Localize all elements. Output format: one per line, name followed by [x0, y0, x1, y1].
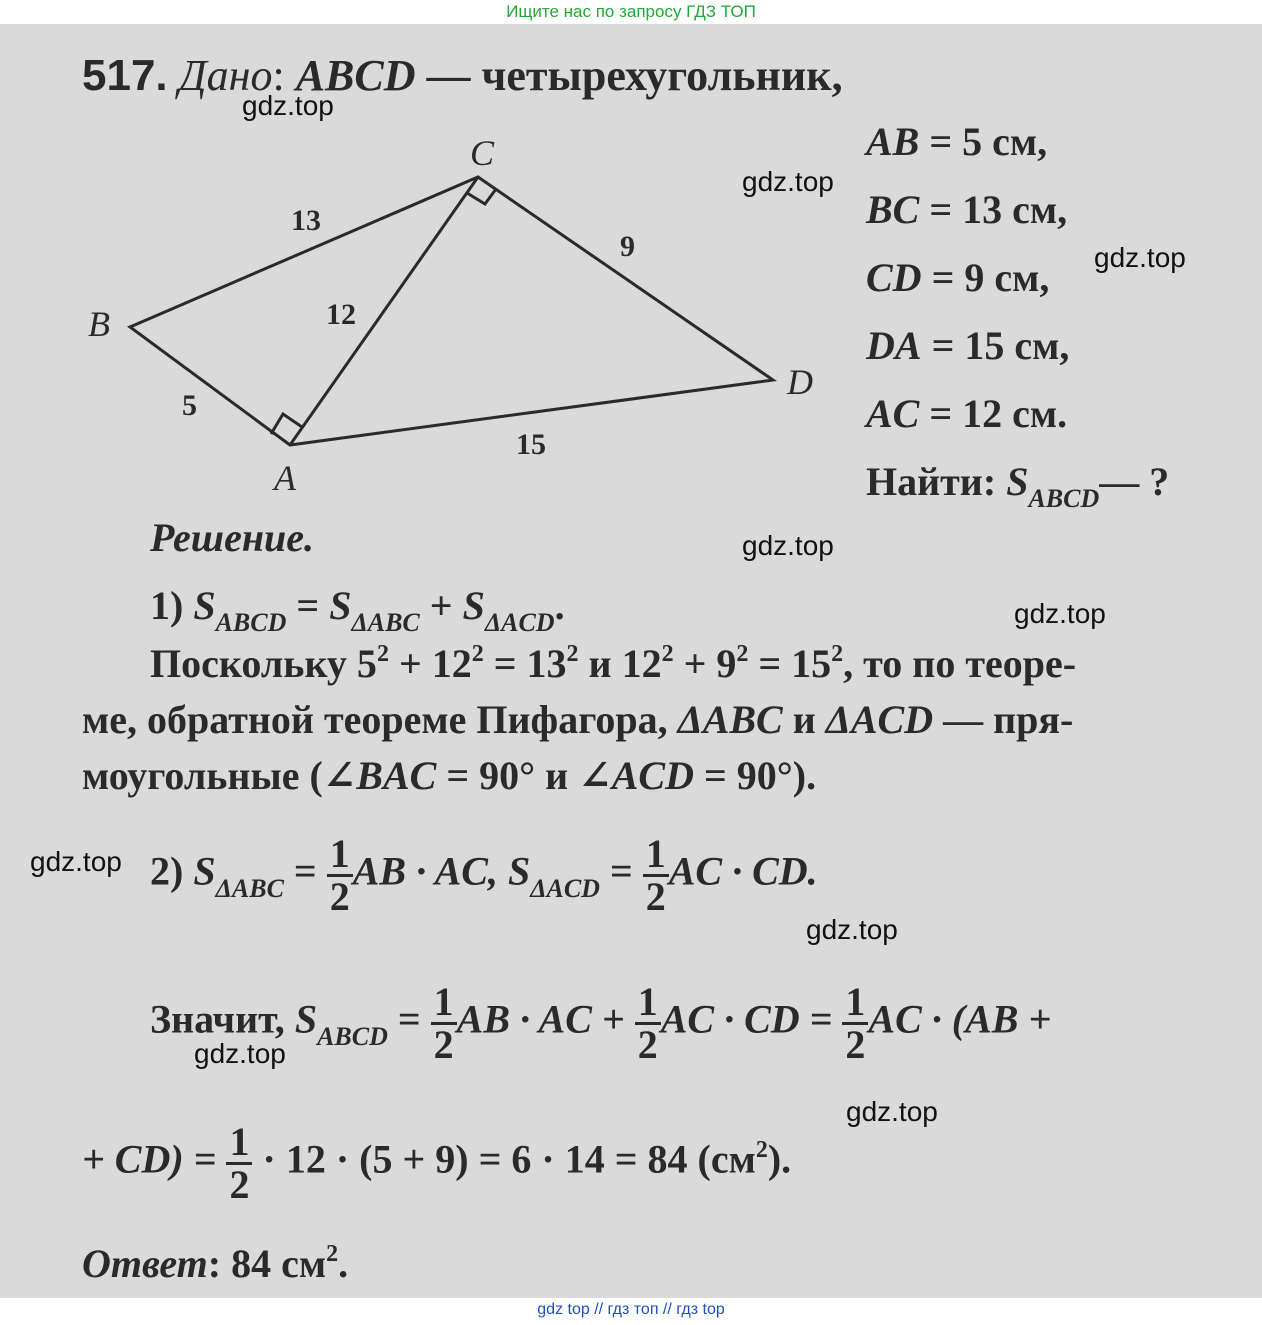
- fraction-half: $\frac{1}{2}$: [431, 982, 457, 1065]
- condition-da: DA = 15 см,: [866, 323, 1070, 368]
- edge-cd-label: 9: [620, 230, 635, 263]
- quadrilateral-diagram: [0, 24, 860, 524]
- watermark: gdz.top: [242, 90, 334, 121]
- vertex-c-label: C: [470, 133, 495, 173]
- answer-line: Ответ: 84 $см^2$.: [82, 1241, 349, 1286]
- given-label: Дано: [178, 51, 273, 100]
- znachit-line: Значит, $S_{ABCD}$ = $\frac{1}{2}$ AB · AC + $\frac{1}{2}$ AC · CD = $\frac{1}{2}$ AC · (AB +: [150, 979, 1052, 1067]
- para-line1: Поскольку $5^2 + 12^2 = 13^2$ и $12^2 + 9^2 = 15^2$, то по теоре-: [150, 641, 1077, 686]
- fraction-half: $\frac{1}{2}$: [226, 1122, 252, 1205]
- right-angle-c-marker: [467, 189, 496, 204]
- watermark: gdz.top: [1094, 242, 1186, 273]
- watermark: gdz.top: [194, 1038, 286, 1069]
- final-line: + CD) = $\frac{1}{2}$ · 12 · (5 + 9) = 6 · 14 = 84 $(см^2)$.: [82, 1119, 792, 1207]
- given-colon: :: [272, 51, 285, 100]
- watermark: gdz.top: [742, 166, 834, 197]
- edge-ad-label: 15: [516, 428, 546, 461]
- vertex-b-label: B: [88, 304, 110, 344]
- condition-cd: CD = 9 см,: [866, 255, 1050, 300]
- solution-heading: Решение.: [150, 515, 315, 560]
- footer-links: gdz top // гдз топ // гдз top: [537, 1301, 725, 1318]
- right-angle-a-marker: [271, 414, 302, 434]
- figure-desc: — четырехугольник,: [426, 51, 843, 100]
- fraction-half: $\frac{1}{2}$: [327, 834, 353, 917]
- fraction-half: $\frac{1}{2}$: [643, 834, 669, 917]
- watermark: gdz.top: [806, 914, 898, 945]
- step1-line: 1) $S_{ABCD} = S_{\Delta ABC} + S_{\Delta ACD}$.: [150, 583, 565, 637]
- watermark: gdz.top: [30, 846, 122, 877]
- watermark: gdz.top: [846, 1096, 938, 1127]
- watermark: gdz.top: [1014, 598, 1106, 629]
- vertex-a-label: A: [274, 458, 296, 498]
- para-line2: ме, обратной теореме Пифагора, ΔABC и ΔACD — пря-: [82, 697, 1074, 742]
- find-line: Найти: $S_{ABCD}—$ ?: [866, 459, 1170, 513]
- figure-name: ABCD: [295, 51, 416, 100]
- fraction-half: $\frac{1}{2}$: [842, 982, 868, 1065]
- edge-bc-label: 13: [291, 204, 321, 237]
- search-banner: Ищите нас по запросу ГДЗ ТОП: [506, 2, 756, 21]
- edge-ac-label: 12: [326, 298, 356, 331]
- watermark: gdz.top: [742, 530, 834, 561]
- edge-ab-label: 5: [182, 389, 197, 422]
- para-line3: моугольные (∠BAC = 90° и ∠ACD = 90°).: [82, 753, 817, 798]
- vertex-d-label: D: [787, 362, 813, 402]
- textbook-page: [0, 24, 1262, 1298]
- condition-ab: AB = 5 см,: [866, 119, 1048, 164]
- fraction-half: $\frac{1}{2}$: [635, 982, 661, 1065]
- step2-line: 2) $S_{\Delta ABC}$ = $\frac{1}{2}$ AB · AC, $S_{\Delta ACD}$ = $\frac{1}{2}$ AC · CD.: [150, 831, 818, 919]
- problem-number: 517.: [82, 51, 168, 100]
- condition-ac: AC = 12 см.: [866, 391, 1068, 436]
- condition-bc: BC = 13 см,: [866, 187, 1068, 232]
